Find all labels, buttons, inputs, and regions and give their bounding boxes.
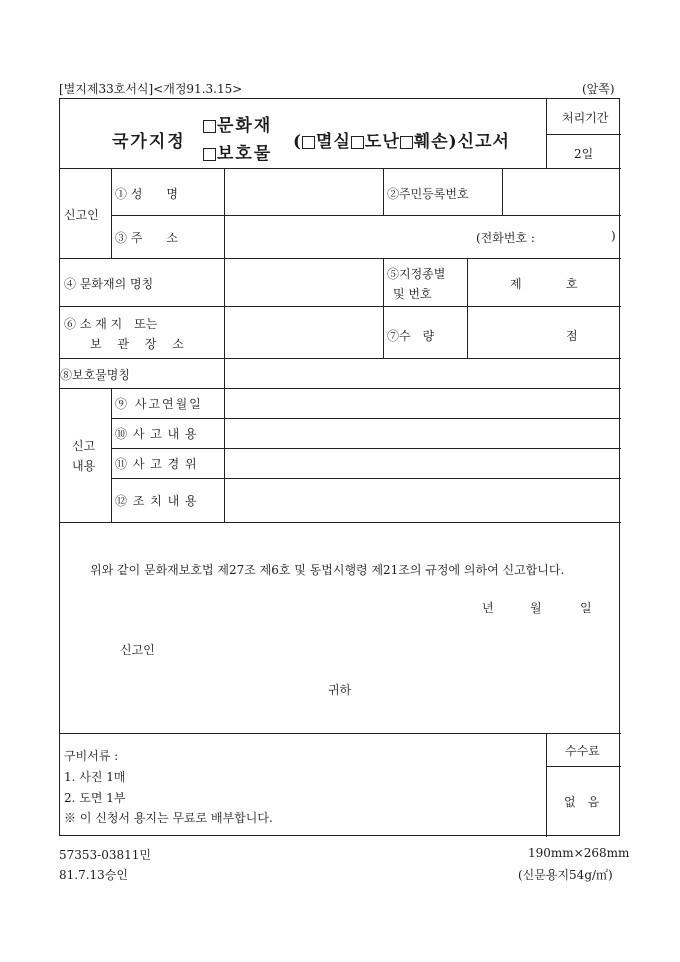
phone-close: ) (611, 229, 616, 243)
address-field[interactable] (225, 216, 475, 258)
quantity-unit: 점 (566, 329, 578, 343)
report-section-label-2: 내용 (72, 459, 96, 473)
quantity-label: ⑦수 량 (387, 329, 435, 343)
processing-period-value: 2일 (574, 147, 594, 161)
signer-label: 신고인 (120, 643, 155, 657)
accident-circumstance-label: ⑪ 사 고 경 위 (115, 457, 198, 471)
name-label: ① 성 명 (115, 187, 178, 201)
approval-date: 81.7.13승인 (59, 868, 128, 882)
accident-date-label: ⑨ 사고연월일 (115, 397, 203, 411)
fee-label: 수수료 (565, 744, 600, 758)
designation-suffix: 호 (566, 277, 578, 291)
row-divider (546, 766, 621, 767)
accident-content-label: ⑩ 사 고 내 용 (115, 427, 198, 441)
resident-id-field[interactable] (503, 169, 620, 215)
designation-label-2: 및 번호 (393, 287, 432, 301)
designation-prefix: 제 (510, 277, 522, 291)
accident-content-field[interactable] (225, 419, 620, 448)
property-name-field[interactable] (225, 259, 383, 306)
paper-size: 190mm×268mm (528, 846, 630, 860)
title-prefix: 국가지정 (112, 132, 186, 152)
column-divider (467, 258, 468, 358)
page-side-label: (앞쪽) (582, 82, 615, 96)
protective-structure-field[interactable] (225, 359, 620, 388)
recipient-label: 귀하 (328, 683, 352, 697)
row-divider (60, 733, 621, 734)
location-field[interactable] (225, 307, 383, 358)
column-divider (546, 733, 547, 837)
column-divider (111, 388, 112, 522)
paper-type: (신문용지54g/㎡) (518, 868, 613, 882)
title-report-type: ( 멸실 도난 훼손)신고서 (293, 132, 510, 152)
year-label: 년 (482, 601, 494, 615)
row-divider (546, 134, 621, 135)
month-label: 월 (530, 601, 542, 615)
report-form (59, 98, 620, 836)
property-name-label: ④ 문화재의 명칭 (64, 277, 154, 291)
name-field[interactable] (225, 169, 383, 215)
protective-structure-label: ⑧보호물명칭 (60, 368, 130, 382)
designation-label: ⑤지정종별 (387, 267, 446, 281)
declaration-text: 위와 같이 문화재보호법 제27조 제6호 및 동법시행령 제21조의 규정에 의하여 신고합니다. (90, 563, 565, 577)
column-divider (383, 258, 384, 358)
action-taken-label: ⑫ 조 치 내 용 (115, 494, 198, 508)
row-divider (60, 522, 621, 523)
column-divider (383, 168, 384, 215)
title-option-protective-structure: 보호물 (203, 139, 272, 164)
checkbox[interactable] (203, 148, 216, 161)
day-label: 일 (580, 601, 592, 615)
form-code: 57353-03811민 (59, 848, 151, 862)
accident-circumstance-field[interactable] (225, 449, 620, 478)
accident-date-field[interactable] (225, 389, 620, 418)
location-label: ⑥ 소 재 지 또는 (64, 317, 158, 331)
attachments-title: 구비서류 : (64, 749, 119, 763)
address-label: ③ 주 소 (115, 231, 178, 245)
storage-place-label: 보 관 장 소 (90, 337, 190, 351)
attachment-item: 1. 사진 1매 (64, 770, 126, 784)
processing-period-label: 처리기간 (562, 111, 609, 125)
action-taken-field[interactable] (225, 479, 620, 522)
column-divider (546, 99, 547, 168)
attachment-item: 2. 도면 1부 (64, 791, 126, 805)
report-section-label: 신고 (72, 439, 96, 453)
fee-value: 없 음 (564, 795, 600, 809)
checkbox[interactable] (400, 136, 413, 149)
title-option-cultural-property: 문화재 (203, 111, 272, 136)
checkbox[interactable] (351, 136, 364, 149)
phone-label: (전화번호 : (476, 231, 535, 245)
checkbox[interactable] (203, 120, 216, 133)
reporter-section-label: 신고인 (64, 208, 99, 222)
column-divider (111, 168, 112, 258)
free-distribution-note: ※ 이 신청서 용지는 무료로 배부합니다. (64, 811, 273, 825)
form-number: [별지제33호서식]<개정91.3.15> (59, 82, 243, 96)
checkbox[interactable] (302, 136, 315, 149)
resident-id-label: ②주민등록번호 (387, 187, 469, 201)
